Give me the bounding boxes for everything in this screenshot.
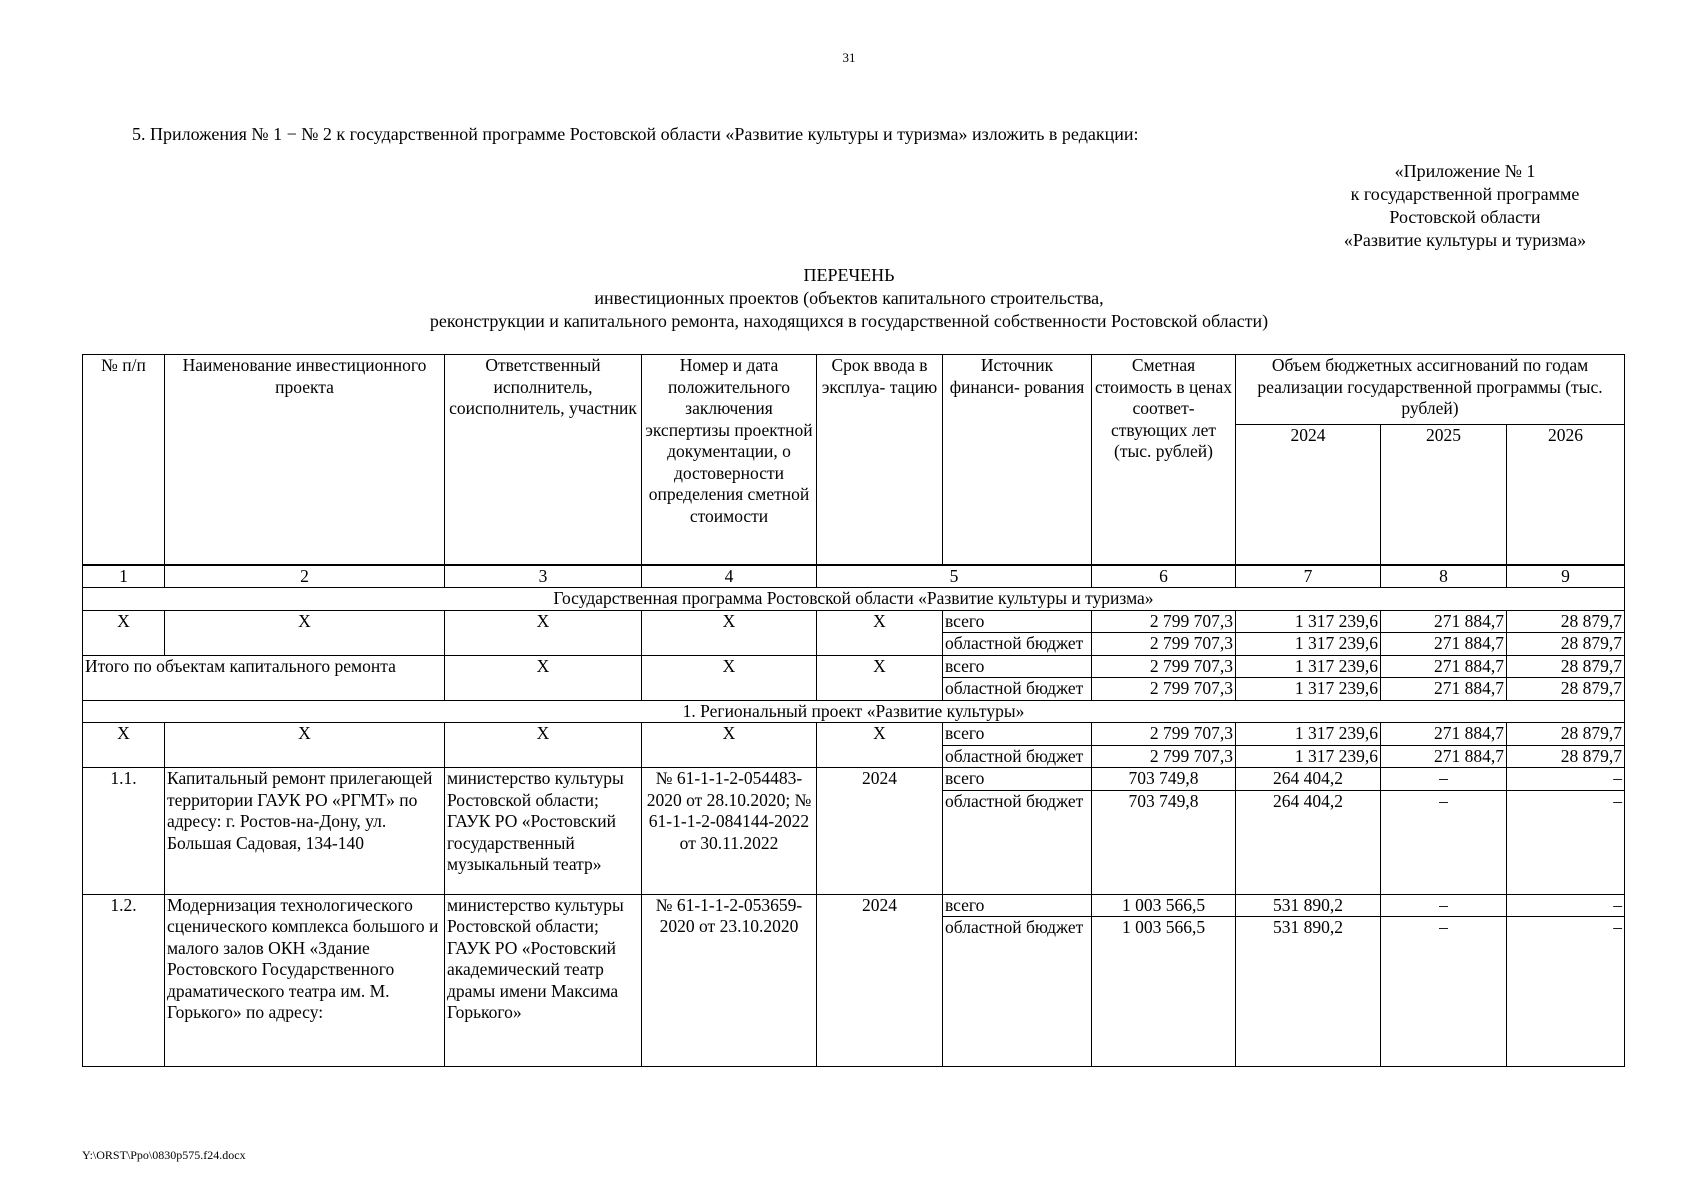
x-mark: Х [445, 723, 642, 768]
title-line: инвестиционных проектов (объектов капитального строительства, [594, 288, 1104, 308]
cost-value: 2 799 707,3 [1092, 655, 1236, 678]
section-row-program: Государственная программа Ростовской области «Развитие культуры и туризма» [83, 588, 1625, 611]
value-2025: – [1381, 790, 1507, 894]
value-2024: 1 317 239,6 [1236, 678, 1381, 701]
value-2026: – [1507, 768, 1625, 791]
title-line: реконструкции и капитального ремонта, находящихся в государственной собственности Ростовской области) [429, 311, 1269, 331]
header-cell-num: № п/п [83, 355, 165, 565]
value-2025: 271 884,7 [1381, 678, 1507, 701]
source-total: всего [943, 655, 1092, 678]
value-2025: 271 884,7 [1381, 723, 1507, 746]
value-2024: 1 317 239,6 [1236, 723, 1381, 746]
cost-value: 2 799 707,3 [1092, 745, 1236, 768]
value-2026: 28 879,7 [1507, 745, 1625, 768]
value-2026: 28 879,7 [1507, 678, 1625, 701]
source-regional-budget: областной бюджет [943, 745, 1092, 768]
source-regional-budget: областной бюджет [943, 917, 1092, 1067]
cost-value: 1 003 566,5 [1092, 894, 1236, 917]
value-2026: – [1507, 790, 1625, 894]
header-cell-cost: Сметная стоимость в ценах соответ- ствующих лет (тыс. рублей) [1092, 355, 1236, 565]
x-mark: Х [445, 610, 642, 655]
source-regional-budget: областной бюджет [943, 678, 1092, 701]
column-number: 2 [165, 565, 445, 588]
x-mark: Х [642, 655, 817, 700]
value-2024: 1 317 239,6 [1236, 655, 1381, 678]
cost-value: 2 799 707,3 [1092, 633, 1236, 656]
value-2025: 271 884,7 [1381, 633, 1507, 656]
x-mark: Х [165, 610, 445, 655]
document-title [0, 264, 1698, 333]
value-2025: – [1381, 917, 1507, 1067]
column-number: 5 [817, 565, 1092, 588]
project-expertise: № 61-1-1-2-054483-2020 от 28.10.2020; № 61-1-1-2-084144-2022 от 30.11.2022 [642, 768, 817, 895]
appendix-line: к государственной программе [1350, 184, 1580, 204]
source-total: всего [943, 894, 1092, 917]
x-mark: Х [642, 723, 817, 768]
header-cell-commission: Срок ввода в эксплуа- тацию [817, 355, 943, 565]
project-commission-year: 2024 [817, 894, 943, 1067]
appendix-line: «Развитие культуры и туризма» [1343, 230, 1587, 250]
value-2025: 271 884,7 [1381, 745, 1507, 768]
investment-projects-table [82, 354, 1625, 1067]
value-2025: – [1381, 768, 1507, 791]
x-mark: Х [83, 723, 165, 768]
x-mark: Х [817, 723, 943, 768]
project-executor: министерство культуры Ростовской области; ГАУК РО «Ростовский академический театр драмы имени Максима Горького» [445, 894, 642, 1067]
project-number: 1.1. [83, 768, 165, 895]
itogo-label: Итого по объектам капитального ремонта [83, 655, 445, 700]
value-2024: 531 890,2 [1236, 894, 1381, 917]
value-2024: 531 890,2 [1236, 917, 1381, 1067]
x-mark: Х [642, 610, 817, 655]
cost-value: 2 799 707,3 [1092, 678, 1236, 701]
project-executor: министерство культуры Ростовской области; ГАУК РО «Ростовский государственный музыкальный театр» [445, 768, 642, 895]
source-regional-budget: областной бюджет [943, 633, 1092, 656]
column-number: 3 [445, 565, 642, 588]
x-mark: Х [83, 610, 165, 655]
appendix-line: Ростовской области [1389, 207, 1541, 227]
cost-value: 703 749,8 [1092, 790, 1236, 894]
cost-value: 2 799 707,3 [1092, 723, 1236, 746]
source-total: всего [943, 723, 1092, 746]
header-cell-year: 2024 [1236, 425, 1381, 565]
value-2026: 28 879,7 [1507, 723, 1625, 746]
column-number: 1 [83, 565, 165, 588]
source-total: всего [943, 610, 1092, 633]
header-cell-year: 2025 [1381, 425, 1507, 565]
column-number: 8 [1381, 565, 1507, 588]
intro-paragraph: 5. Приложения № 1 − № 2 к государственной программе Ростовской области «Развитие культуры и туризма» изложить в редакции: [132, 124, 1139, 144]
page-number: 31 [842, 50, 856, 65]
x-mark: Х [165, 723, 445, 768]
value-2025: 271 884,7 [1381, 610, 1507, 633]
column-number: 6 [1092, 565, 1236, 588]
value-2025: – [1381, 894, 1507, 917]
project-number: 1.2. [83, 894, 165, 1067]
section-row-regional: 1. Региональный проект «Развитие культуры» [83, 700, 1625, 723]
value-2024: 1 317 239,6 [1236, 633, 1381, 656]
value-2026: 28 879,7 [1507, 633, 1625, 656]
header-cell-name: Наименование инвестиционного проекта [165, 355, 445, 565]
column-number: 4 [642, 565, 817, 588]
header-cell-executor: Ответственный исполнитель, соисполнитель, участник [445, 355, 642, 565]
project-name: Капитальный ремонт прилегающей территории ГАУК РО «РГМТ» по адресу: г. Ростов-на-Дону, ул. Большая Садовая, 134-140 [165, 768, 445, 895]
title-heading: ПЕРЕЧЕНЬ [803, 265, 895, 285]
appendix-note [1300, 160, 1630, 252]
source-regional-budget: областной бюджет [943, 790, 1092, 894]
cost-value: 703 749,8 [1092, 768, 1236, 791]
value-2026: – [1507, 917, 1625, 1067]
value-2026: 28 879,7 [1507, 610, 1625, 633]
value-2024: 1 317 239,6 [1236, 610, 1381, 633]
value-2024: 264 404,2 [1236, 768, 1381, 791]
project-commission-year: 2024 [817, 768, 943, 895]
value-2026: 28 879,7 [1507, 655, 1625, 678]
x-mark: Х [817, 655, 943, 700]
x-mark: Х [817, 610, 943, 655]
appendix-line: «Приложение № 1 [1394, 161, 1536, 181]
header-cell-source: Источник финанси- рования [943, 355, 1092, 565]
value-2024: 1 317 239,6 [1236, 745, 1381, 768]
cost-value: 1 003 566,5 [1092, 917, 1236, 1067]
file-path-footer: Y:\ORST\Ppo\0830p575.f24.docx [82, 1148, 246, 1162]
value-2024: 264 404,2 [1236, 790, 1381, 894]
source-total: всего [943, 768, 1092, 791]
header-cell-expertise: Номер и дата положительного заключения экспертизы проектной документации, о достоверности определения сметной стоимости [642, 355, 817, 565]
value-2025: 271 884,7 [1381, 655, 1507, 678]
column-number: 9 [1507, 565, 1625, 588]
cost-value: 2 799 707,3 [1092, 610, 1236, 633]
header-cell-year: 2026 [1507, 425, 1625, 565]
project-name: Модернизация технологического сценического комплекса большого и малого залов ОКН «Здание Ростовского Государственного драматического театра им. М. Горького» по адресу: [165, 894, 445, 1067]
header-cell-allocations: Объем бюджетных ассигнований по годам реализации государственной программы (тыс. рублей) [1236, 355, 1625, 425]
value-2026: – [1507, 894, 1625, 917]
project-expertise: № 61-1-1-2-053659-2020 от 23.10.2020 [642, 894, 817, 1067]
column-number: 7 [1236, 565, 1381, 588]
x-mark: Х [445, 655, 642, 700]
